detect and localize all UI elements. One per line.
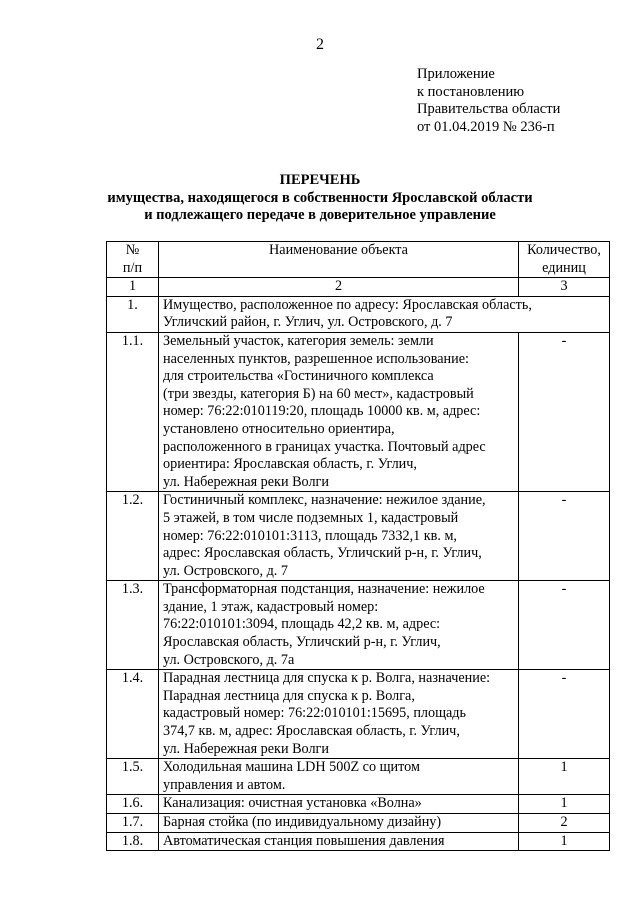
header-number-line: п/п xyxy=(122,259,143,276)
row-number: 1. xyxy=(107,296,159,332)
row-object-name xyxy=(159,670,519,759)
row-quantity: 1 xyxy=(519,832,610,851)
object-name-line: управления и автом. xyxy=(163,776,286,793)
row-object-name xyxy=(159,492,519,581)
header-name-text: Наименование объекта xyxy=(269,242,408,258)
row-quantity: - xyxy=(519,581,610,670)
object-name-line: номер: 76:22:010119:20, площадь 10000 кв. м, адрес: xyxy=(163,403,481,420)
row-object-name xyxy=(159,814,519,833)
object-name-line: Гостиничный комплекс, назначение: нежилое здание, xyxy=(163,492,486,509)
object-name-line: ул. Набережная реки Волги xyxy=(163,473,329,490)
object-name-line: кадастровый номер: 76:22:010101:15695, площадь xyxy=(163,705,466,722)
object-name-line: Парадная лестница для спуска к р. Волга, назначение: xyxy=(163,670,491,687)
object-name-line: Канализация: очистная установка «Волна» xyxy=(163,795,422,812)
row-number: 1.7. xyxy=(107,814,159,833)
row-object-name xyxy=(159,832,519,851)
row-object-name xyxy=(159,581,519,670)
object-name-line: Парадная лестница для спуска к р. Волга, xyxy=(163,687,415,704)
table-row xyxy=(107,795,610,814)
table-row xyxy=(107,832,610,851)
attachment-note xyxy=(417,66,560,136)
row-number: 1.4. xyxy=(107,670,159,759)
object-name-line: Барная стойка (по индивидуальному дизайну) xyxy=(163,814,442,830)
object-name-line: 76:22:010101:3094, площадь 42,2 кв. м, адрес: xyxy=(163,616,441,633)
object-name-line: 5 этажей, в том числе подземных 1, кадастровый xyxy=(163,509,459,526)
object-name-line: Трансформаторная подстанция, назначение: нежилое xyxy=(163,581,485,598)
header-name xyxy=(159,242,519,278)
object-name-line: 374,7 кв. м, адрес: Ярославская область, г. Углич, xyxy=(163,723,460,740)
row-quantity: - xyxy=(519,332,610,491)
object-name-line: Ярославская область, Угличский р-н, г. Углич, xyxy=(163,634,441,651)
heading-subtitle-line: и подлежащего передаче в доверительное управление xyxy=(144,207,496,223)
row-object-name xyxy=(159,759,519,795)
row-quantity: 2 xyxy=(519,814,610,833)
object-name-line: ориентира: Ярославская область, г. Углич, xyxy=(163,456,417,473)
object-name-line: Имущество, расположенное по адресу: Ярославская область, xyxy=(163,296,532,313)
row-object-name xyxy=(159,795,519,814)
column-number: 1 xyxy=(107,278,159,297)
object-name-line: ул. Островского, д. 7а xyxy=(163,651,295,668)
property-table xyxy=(106,241,610,851)
object-name-line: адрес: Ярославская область, Угличский р-н, г. Углич, xyxy=(163,545,482,562)
column-number-row xyxy=(107,278,610,297)
header-quantity-line: Количество, xyxy=(527,242,601,258)
row-number: 1.3. xyxy=(107,581,159,670)
object-name-line: Автоматическая станция повышения давления xyxy=(163,832,445,849)
column-number: 3 xyxy=(519,278,610,297)
table-row xyxy=(107,581,610,670)
table-row xyxy=(107,814,610,833)
table-row xyxy=(107,492,610,581)
object-name-line: номер: 76:22:010101:3113, площадь 7332,1 кв. м, xyxy=(163,527,457,544)
header-quantity xyxy=(519,242,610,278)
table-body xyxy=(107,296,610,850)
object-name-line: для строительства «Гостиничного комплекса xyxy=(163,368,434,385)
header-number xyxy=(107,242,159,278)
table-row xyxy=(107,296,610,332)
column-number: 2 xyxy=(159,278,519,297)
table-row xyxy=(107,332,610,491)
row-quantity: - xyxy=(519,492,610,581)
row-quantity: 1 xyxy=(519,795,610,814)
table-header-row xyxy=(107,242,610,278)
table-row xyxy=(107,759,610,795)
object-name-line: установлено относительно ориентира, xyxy=(163,420,395,437)
object-name-line: здание, 1 этаж, кадастровый номер: xyxy=(163,598,379,615)
row-number: 1.6. xyxy=(107,795,159,814)
row-quantity: - xyxy=(519,670,610,759)
row-object-name xyxy=(159,296,610,332)
attachment-line: от 01.04.2019 № 236-п xyxy=(417,118,555,135)
page-number: 2 xyxy=(316,36,324,53)
table-row xyxy=(107,670,610,759)
row-object-name xyxy=(159,332,519,491)
attachment-line: Правительства области xyxy=(417,101,561,117)
object-name-line: Земельный участок, категория земель: земли xyxy=(163,332,434,349)
object-name-line: (три звезды, категория Б) на 60 мест», кадастровый xyxy=(163,385,474,402)
header-number-line: № xyxy=(125,242,140,258)
object-name-line: Угличский район, г. Углич, ул. Островского, д. 7 xyxy=(163,314,453,331)
object-name-line: ул. Островского, д. 7 xyxy=(163,562,288,579)
row-number: 1.5. xyxy=(107,759,159,795)
heading-subtitle-line: имущества, находящегося в собственности Ярославской области xyxy=(107,189,533,206)
document-heading xyxy=(0,172,640,225)
row-number: 1.2. xyxy=(107,492,159,581)
object-name-line: населенных пунктов, разрешенное использование: xyxy=(163,350,469,367)
header-quantity-line: единиц xyxy=(542,259,586,276)
attachment-line: Приложение xyxy=(417,66,495,82)
row-number: 1.8. xyxy=(107,832,159,851)
object-name-line: расположенного в границах участка. Почтовый адрес xyxy=(163,438,486,455)
row-quantity: 1 xyxy=(519,759,610,795)
attachment-line: к постановлению xyxy=(417,83,525,100)
object-name-line: ул. Набережная реки Волги xyxy=(163,740,329,757)
heading-title: ПЕРЕЧЕНЬ xyxy=(279,172,361,188)
row-number: 1.1. xyxy=(107,332,159,491)
object-name-line: Холодильная машина LDH 500Z со щитом xyxy=(163,759,420,776)
